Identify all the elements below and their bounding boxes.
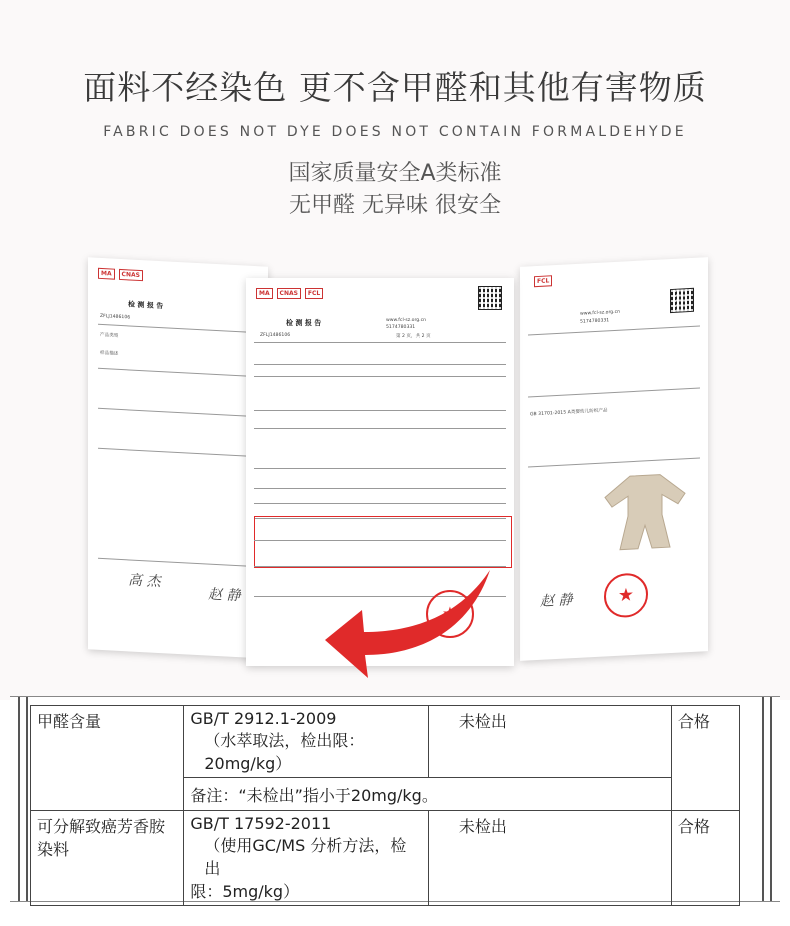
divider (254, 376, 506, 377)
code-text: 5174780331 (386, 325, 416, 330)
signature-left: 高 杰 (128, 572, 161, 591)
website-text: www.fcl-sz.org.cn (386, 318, 427, 323)
report-page-right (520, 257, 708, 661)
divider (254, 428, 506, 429)
page-number: 第 2 页，共 2 页 (396, 334, 431, 339)
result-table (30, 705, 740, 906)
tagline-standard: 国家质量安全A类标准 (288, 161, 502, 186)
table-row-amine (31, 811, 740, 906)
signature-left-2: 赵 静 (208, 586, 241, 605)
method-formaldehyde (184, 706, 429, 778)
divider (254, 503, 506, 504)
divider (528, 325, 700, 335)
divider (528, 457, 700, 467)
divider (254, 342, 506, 343)
onesie-photo (600, 468, 690, 553)
result-formaldehyde: 未检出 (428, 706, 671, 778)
english-subtitle: FABRIC DOES NOT DYE DOES NOT CONTAIN FORMALDEHYDE (103, 124, 687, 140)
method-detail: （水萃取法，检出限：20mg/kg） (204, 731, 365, 773)
method-detail-2: 限：5mg/kg） (190, 882, 300, 901)
website-text: www.fcl-sz.org.cn (580, 309, 621, 317)
qr-code-icon (670, 288, 694, 313)
divider (98, 368, 258, 377)
cma-logo: MA (98, 268, 115, 280)
cma-logo: MA (256, 288, 273, 299)
frame-edge-left (18, 697, 28, 901)
report-heading: 检 测 报 告 (286, 319, 322, 327)
report-heading: 检 测 报 告 (128, 300, 164, 311)
fcl-logo: FCL (305, 288, 323, 299)
certification-logos (98, 268, 145, 281)
fcl-logo: FCL (534, 275, 552, 287)
verdict-amine: 合格 (671, 811, 739, 906)
qr-code-icon (478, 286, 502, 310)
divider (98, 448, 258, 457)
divider (254, 364, 506, 365)
official-stamp: ★ (604, 572, 648, 618)
report-number: ZFLJ1486106 (100, 313, 131, 321)
report-number: ZFLJ1486106 (260, 333, 291, 338)
divider (254, 410, 506, 411)
tagline-safety: 无甲醛 无异味 很安全 (289, 193, 501, 218)
cnas-logo: CNAS (119, 269, 143, 281)
verdict-formaldehyde: 合格 (671, 706, 739, 811)
note-formaldehyde: 备注：“未检出”指小于20mg/kg。 (184, 778, 672, 811)
table-row-formaldehyde (31, 706, 740, 778)
item-amine: 可分解致癌芳香胺染料 (31, 811, 184, 906)
frame-edge-right (762, 697, 772, 901)
report-page-left (88, 257, 268, 658)
code-text: 5174780331 (580, 318, 610, 325)
certification-logos (256, 288, 325, 299)
cnas-logo: CNAS (277, 288, 301, 299)
method-standard: GB/T 2912.1-2009 (190, 709, 337, 728)
footnote-a: GB 31701-2015 A类婴幼儿纺织产品 (530, 408, 608, 418)
method-standard: GB/T 17592-2011 (190, 814, 332, 833)
enlarged-result-table (10, 696, 780, 902)
page-title: 面料不经染色 更不含甲醛和其他有害物质 (83, 68, 707, 107)
divider (254, 540, 506, 541)
certification-logos (534, 275, 554, 287)
result-amine: 未检出 (428, 811, 671, 906)
divider (98, 324, 258, 333)
category-label: 产品类型 (100, 332, 119, 339)
divider (98, 408, 258, 417)
red-arrow-icon (320, 560, 500, 690)
item-formaldehyde: 甲醛含量 (31, 706, 184, 811)
product-desc-label: 样品描述 (100, 350, 119, 357)
divider (98, 558, 258, 567)
divider (528, 387, 700, 397)
divider (254, 488, 506, 489)
method-detail-1: （使用GC/MS 分析方法，检出 (204, 836, 407, 878)
method-amine (184, 811, 429, 906)
signature-right: 赵 静 (540, 592, 573, 610)
divider (254, 468, 506, 469)
